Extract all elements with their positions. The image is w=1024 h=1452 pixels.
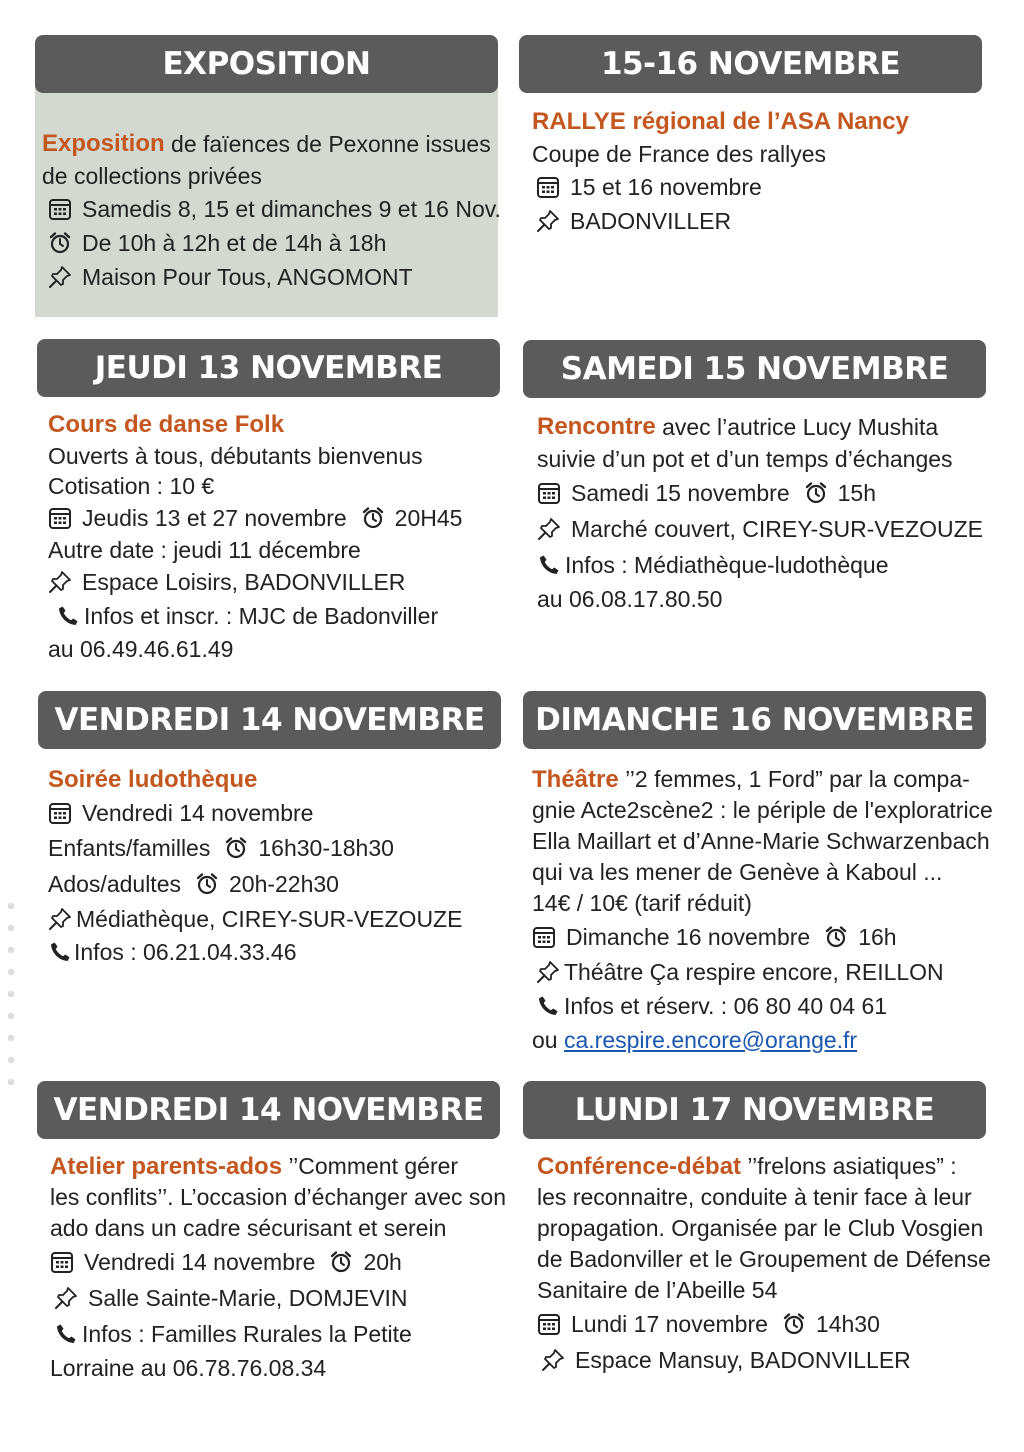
conf-desc-2: les reconnaitre, conduite à tenir face à leur [537,1184,972,1210]
danse-date-line [48,501,462,535]
rallye-desc: Coupe de France des rallyes [532,141,827,167]
theatre-title: Théâtre [532,766,619,793]
rencontre-info-line [537,547,983,583]
rencontre-info: Infos : Médiathèque-ludothèque [565,552,889,578]
theatre-desc-line-1 [532,764,993,795]
rallye-title-text: RALLYE régional de l’ASA Nancy [532,108,909,135]
theatre-place: Théâtre Ça respire encore, REILLON [564,958,944,985]
conf-date-line [537,1306,991,1342]
exposition-dates-line [48,192,501,226]
phone-icon [48,940,72,964]
ludo-time-1: 16h30-18h30 [258,835,394,861]
conf-header: LUNDI 17 NOVEMBRE [523,1081,986,1139]
theatre-desc-3: Ella Maillart et d’Anne-Marie Schwarzenbach [532,828,990,854]
atelier-date: Vendredi 14 novembre [84,1248,316,1275]
alarm-clock-icon [195,872,219,896]
rallye-place: BADONVILLER [570,208,732,234]
calendar-icon [536,175,560,199]
atelier-place-line [50,1280,506,1316]
rencontre-time: 15h [837,480,876,506]
calendar-icon [48,197,72,221]
atelier-desc-1: ’’Comment gérer [282,1153,459,1179]
ludo-place-line [48,902,462,936]
alarm-clock-icon [782,1312,806,1336]
theatre-email-link[interactable]: ca.respire.encore@orange.fr [563,1026,858,1053]
calendar-icon [537,481,561,505]
rencontre-date-line [537,475,983,511]
pushpin-icon [541,1348,565,1372]
theatre-date: Dimanche 16 novembre [566,923,811,950]
alarm-clock-icon [824,925,848,949]
exposition-time-line [48,226,501,260]
rencontre-date: Samedi 15 novembre [571,480,790,506]
rencontre-title: Rencontre [537,413,656,440]
pushpin-icon [536,960,560,984]
exposition-title: Exposition [42,130,165,157]
ludo-title-text: Soirée ludothèque [48,766,258,793]
theatre-desc-2: gnie Acte2scène2 : le périple de l'exploratrice [532,797,993,823]
rencontre-place-line [537,511,983,547]
theatre-info-line [532,989,993,1023]
exposition-dates: Samedis 8, 15 et dimanches 9 et 16 Nov. [82,196,501,222]
danse-card [48,409,462,665]
calendar-icon [48,506,72,530]
pushpin-icon [48,570,72,594]
atelier-date-line [50,1244,506,1280]
conf-place-line [537,1342,991,1378]
ludo-info: Infos : 06.21.04.33.46 [74,939,297,965]
danse-title [48,409,462,441]
theatre-card [532,764,993,1057]
rallye-place-line [536,204,909,238]
decorative-dots [0,895,26,1095]
danse-info: Infos et inscr. : MJC de Badonviller [84,603,439,629]
phone-icon [54,1322,78,1346]
exposition-header: EXPOSITION [35,35,498,93]
conf-title: Conférence-débat [537,1153,742,1180]
phone-icon [56,604,80,628]
conf-desc-1: ’’frelons asiatiques” : [741,1153,957,1179]
danse-other-date: Autre date : jeudi 11 décembre [48,537,361,563]
danse-place: Espace Loisirs, BADONVILLER [82,569,406,595]
ludo-date: Vendredi 14 novembre [82,800,314,826]
rallye-date-line [536,170,909,204]
danse-desc-2: Cotisation : 10 € [48,473,215,499]
ludo-row-1 [48,830,462,866]
theatre-info: Infos et réserv. : 06 80 40 04 61 [564,992,888,1019]
conf-desc-4: de Badonviller et le Groupement de Défense [537,1246,991,1272]
ludo-row-2-label: Ados/adultes [48,871,181,897]
atelier-place: Salle Sainte-Marie, DOMJEVIN [88,1284,408,1311]
ludo-title [48,764,462,796]
rallye-date: 15 et 16 novembre [570,174,762,200]
danse-desc-1: Ouverts à tous, débutants bienvenus [48,443,423,469]
conf-desc-line-1 [537,1151,991,1182]
atelier-time: 20h [363,1248,402,1275]
theatre-time: 16h [858,923,897,950]
alarm-clock-icon [361,506,385,530]
rallye-title [532,106,909,138]
danse-title-text: Cours de danse Folk [48,411,285,438]
atelier-info: Infos : Familles Rurales la Petite [82,1320,412,1347]
atelier-desc-line-1 [50,1151,506,1182]
ludo-card [48,764,462,968]
ludo-date-line [48,796,462,830]
exposition-place-line [48,260,501,294]
theatre-header: DIMANCHE 16 NOVEMBRE [523,691,986,749]
calendar-icon [537,1312,561,1336]
ludo-place: Médiathèque, CIREY-SUR-VEZOUZE [76,906,463,932]
phone-icon [536,994,560,1018]
rencontre-place: Marché couvert, CIREY-SUR-VEZOUZE [571,516,983,542]
alarm-clock-icon [48,231,72,255]
rencontre-header: SAMEDI 15 NOVEMBRE [523,340,986,398]
pushpin-icon [48,265,72,289]
theatre-desc-1: ’’2 femmes, 1 Ford” par la compa- [618,766,970,792]
theatre-email-line [532,1023,993,1057]
ludo-row-1-label: Enfants/familles [48,835,211,861]
rencontre-desc-1: avec l’autrice Lucy Mushita [655,414,939,440]
rencontre-info-2: au 06.08.17.80.50 [537,586,723,612]
danse-header: JEUDI 13 NOVEMBRE [37,339,500,397]
theatre-place-line [532,955,993,989]
atelier-desc-2: les conflits’’. L’occasion d’échanger avec son [50,1184,507,1210]
atelier-card [50,1151,506,1384]
pushpin-icon [537,517,561,541]
theatre-date-line [532,919,993,955]
ludo-info-line [48,936,462,968]
pushpin-icon [48,907,72,931]
rencontre-card [537,411,983,615]
alarm-clock-icon [804,481,828,505]
ludo-header: VENDREDI 14 NOVEMBRE [38,691,501,749]
exposition-time: De 10h à 12h et de 14h à 18h [82,230,387,256]
rallye-header: 15-16 NOVEMBRE [519,35,982,93]
phone-icon [537,553,561,577]
theatre-email-prefix: ou [532,1026,564,1053]
atelier-desc-3: ado dans un cadre sécurisant et serein [50,1215,447,1241]
exposition-place: Maison Pour Tous, ANGOMONT [82,264,413,290]
pushpin-icon [54,1286,78,1310]
atelier-info-2: Lorraine au 06.78.76.08.34 [50,1354,327,1381]
calendar-icon [48,801,72,825]
exposition-desc-line-1 [42,128,501,160]
alarm-clock-icon [329,1250,353,1274]
conf-time: 14h30 [815,1310,880,1337]
conf-place: Espace Mansuy, BADONVILLER [575,1346,911,1373]
atelier-info-line [50,1316,506,1352]
theatre-desc-4: qui va les mener de Genève à Kaboul ... [532,859,943,885]
danse-info-line [48,599,462,633]
exposition-desc-2: de collections privées [42,163,262,189]
atelier-title: Atelier parents-ados [50,1153,283,1180]
danse-info-2: au 06.49.46.61.49 [48,636,234,662]
conf-date: Lundi 17 novembre [571,1310,768,1337]
danse-date: Jeudis 13 et 27 novembre [82,505,347,531]
danse-time: 20H45 [394,505,463,531]
theatre-price: 14€ / 10€ (tarif réduit) [532,890,752,916]
rencontre-desc-line-1 [537,411,983,443]
conf-desc-5: Sanitaire de l’Abeille 54 [537,1277,778,1303]
ludo-row-2 [48,866,462,902]
conf-card [537,1151,991,1378]
pushpin-icon [536,209,560,233]
conf-desc-3: propagation. Organisée par le Club Vosgien [537,1215,984,1241]
ludo-time-2: 20h-22h30 [228,871,339,897]
danse-place-line [48,565,462,599]
alarm-clock-icon [224,836,248,860]
atelier-header: VENDREDI 14 NOVEMBRE [37,1081,500,1139]
calendar-icon [532,925,556,949]
rencontre-desc-2: suivie d’un pot et d’un temps d’échanges [537,446,953,472]
rallye-card [532,106,909,238]
exposition-card [42,128,501,294]
exposition-desc-1: de faïences de Pexonne issues [164,131,491,157]
calendar-icon [50,1250,74,1274]
